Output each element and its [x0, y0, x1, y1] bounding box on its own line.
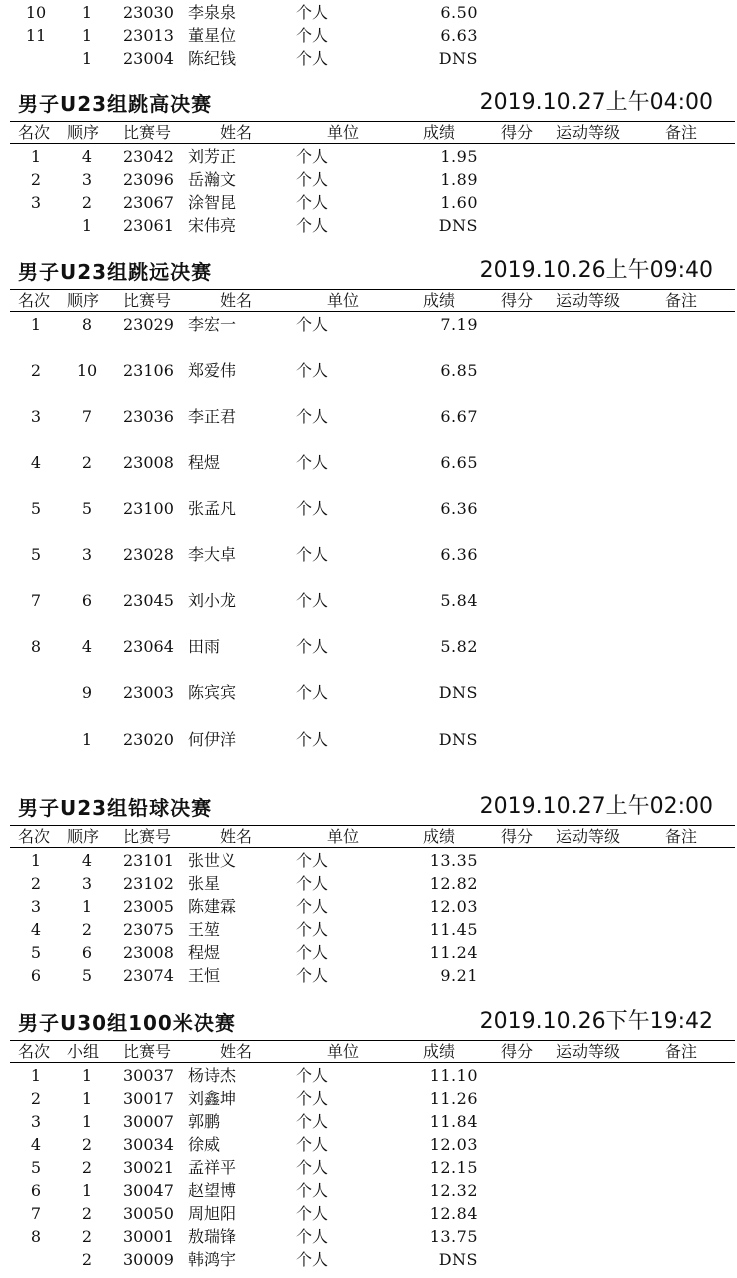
header-bib: 比赛号 — [123, 827, 172, 846]
rank-cell: 3 — [30, 897, 42, 916]
table-row — [0, 1225, 737, 1248]
header-note: 备注 — [665, 291, 698, 310]
rank-cell: 8 — [30, 1227, 42, 1246]
bib-cell: 23045 — [123, 591, 174, 610]
header-heat: 小组 — [67, 1042, 100, 1061]
result-cell: 11.10 — [429, 1066, 478, 1085]
header-score: 得分 — [501, 123, 534, 142]
order-cell: 1 — [81, 26, 93, 45]
rank-cell: 4 — [30, 920, 42, 939]
table-row — [0, 145, 737, 168]
table-row — [0, 168, 737, 191]
unit-cell: 个人 — [296, 170, 329, 189]
header-grade: 运动等级 — [556, 1042, 621, 1061]
header-bottom-rule — [10, 311, 735, 312]
event-title: 男子U30组100米决赛 — [18, 1011, 236, 1035]
order-cell: 3 — [81, 545, 93, 564]
rank-cell: 1 — [30, 315, 42, 334]
bib-cell: 23003 — [123, 683, 174, 702]
header-rank: 名次 — [18, 123, 51, 142]
bib-cell: 30037 — [123, 1066, 174, 1085]
heat-cell: 2 — [81, 1204, 93, 1223]
name-cell: 涂智昆 — [188, 193, 237, 212]
header-unit: 单位 — [327, 827, 360, 846]
result-cell: DNS — [438, 1250, 478, 1269]
unit-cell: 个人 — [296, 591, 329, 610]
result-cell: 11.24 — [429, 943, 478, 962]
result-cell: 1.95 — [440, 147, 478, 166]
bib-cell: 30007 — [123, 1112, 174, 1131]
result-cell: 6.63 — [440, 26, 478, 45]
unit-cell: 个人 — [296, 1135, 329, 1154]
table-row — [0, 1179, 737, 1202]
order-cell: 1 — [81, 897, 93, 916]
name-cell: 田雨 — [188, 637, 221, 656]
bib-cell: 23100 — [123, 499, 174, 518]
name-cell: 王恒 — [188, 966, 221, 985]
table-row — [0, 918, 737, 941]
unit-cell: 个人 — [296, 966, 329, 985]
result-cell: 12.32 — [429, 1181, 478, 1200]
bib-cell: 23020 — [123, 730, 174, 749]
rank-cell: 2 — [30, 361, 42, 380]
name-cell: 张世义 — [188, 851, 237, 870]
heat-cell: 1 — [81, 1089, 93, 1108]
name-cell: 程煜 — [188, 943, 221, 962]
heat-cell: 1 — [81, 1066, 93, 1085]
event-datetime: 2019.10.26上午09:40 — [479, 258, 713, 283]
order-cell: 4 — [81, 851, 93, 870]
unit-cell: 个人 — [296, 216, 329, 235]
bib-cell: 30034 — [123, 1135, 174, 1154]
table-row — [0, 589, 737, 612]
order-cell: 8 — [81, 315, 93, 334]
order-cell: 1 — [81, 216, 93, 235]
rank-cell: 5 — [30, 545, 42, 564]
name-cell: 何伊洋 — [188, 730, 237, 749]
name-cell: 李宏一 — [188, 315, 237, 334]
result-cell: 5.84 — [440, 591, 478, 610]
header-order: 顺序 — [67, 123, 100, 142]
name-cell: 陈纪钱 — [188, 49, 237, 68]
result-cell: 12.82 — [429, 874, 478, 893]
table-row — [0, 941, 737, 964]
header-name: 姓名 — [220, 1042, 253, 1061]
order-cell: 7 — [81, 407, 93, 426]
order-cell: 3 — [81, 170, 93, 189]
rank-cell: 6 — [30, 966, 42, 985]
table-row — [0, 1, 737, 24]
header-bib: 比赛号 — [123, 1042, 172, 1061]
rank-cell: 5 — [30, 1158, 42, 1177]
name-cell: 李大卓 — [188, 545, 237, 564]
unit-cell: 个人 — [296, 637, 329, 656]
bib-cell: 23075 — [123, 920, 174, 939]
result-cell: 6.36 — [440, 499, 478, 518]
header-note: 备注 — [665, 827, 698, 846]
order-cell: 9 — [81, 683, 93, 702]
heat-cell: 2 — [81, 1135, 93, 1154]
table-row — [0, 1110, 737, 1133]
table-row — [0, 1133, 737, 1156]
heat-cell: 1 — [81, 1181, 93, 1200]
event-datetime: 2019.10.27上午02:00 — [479, 794, 713, 819]
bib-cell: 23008 — [123, 453, 174, 472]
table-header — [0, 826, 737, 847]
name-cell: 刘鑫坤 — [188, 1089, 237, 1108]
order-cell: 4 — [81, 147, 93, 166]
order-cell: 4 — [81, 637, 93, 656]
table-row — [0, 728, 737, 751]
event-datetime: 2019.10.27上午04:00 — [479, 90, 713, 115]
header-score: 得分 — [501, 291, 534, 310]
unit-cell: 个人 — [296, 3, 329, 22]
unit-cell: 个人 — [296, 1066, 329, 1085]
header-order: 顺序 — [67, 827, 100, 846]
rank-cell: 3 — [30, 407, 42, 426]
event-title: 男子U23组铅球决赛 — [18, 796, 213, 820]
bib-cell: 23029 — [123, 315, 174, 334]
result-cell: 1.60 — [440, 193, 478, 212]
rank-cell: 4 — [30, 453, 42, 472]
bib-cell: 30009 — [123, 1250, 174, 1269]
bib-cell: 30050 — [123, 1204, 174, 1223]
table-row — [0, 497, 737, 520]
bib-cell: 23106 — [123, 361, 174, 380]
name-cell: 张孟凡 — [188, 499, 237, 518]
result-cell: 6.85 — [440, 361, 478, 380]
bib-cell: 30017 — [123, 1089, 174, 1108]
order-cell: 10 — [76, 361, 98, 380]
unit-cell: 个人 — [296, 499, 329, 518]
table-row — [0, 849, 737, 872]
order-cell: 5 — [81, 499, 93, 518]
result-cell: 12.03 — [429, 1135, 478, 1154]
rank-cell: 1 — [30, 851, 42, 870]
rank-cell: 7 — [30, 591, 42, 610]
result-cell: DNS — [438, 683, 478, 702]
table-row — [0, 214, 737, 237]
table-header — [0, 1041, 737, 1062]
unit-cell: 个人 — [296, 1227, 329, 1246]
bib-cell: 23005 — [123, 897, 174, 916]
bib-cell: 30047 — [123, 1181, 174, 1200]
unit-cell: 个人 — [296, 920, 329, 939]
bib-cell: 23096 — [123, 170, 174, 189]
result-cell: 13.75 — [429, 1227, 478, 1246]
header-result: 成绩 — [423, 123, 456, 142]
heat-cell: 2 — [81, 1158, 93, 1177]
result-cell: 11.45 — [429, 920, 478, 939]
result-cell: 13.35 — [429, 851, 478, 870]
name-cell: 孟祥平 — [188, 1158, 237, 1177]
event-title: 男子U23组跳高决赛 — [18, 92, 213, 116]
name-cell: 郭鹏 — [188, 1112, 221, 1131]
name-cell: 陈宾宾 — [188, 683, 237, 702]
heat-cell: 2 — [81, 1250, 93, 1269]
result-cell: 12.03 — [429, 897, 478, 916]
header-grade: 运动等级 — [556, 123, 621, 142]
header-order: 顺序 — [67, 291, 100, 310]
table-row — [0, 1202, 737, 1225]
unit-cell: 个人 — [296, 943, 329, 962]
unit-cell: 个人 — [296, 1181, 329, 1200]
result-cell: 6.36 — [440, 545, 478, 564]
header-bottom-rule — [10, 143, 735, 144]
name-cell: 杨诗杰 — [188, 1066, 237, 1085]
name-cell: 赵望博 — [188, 1181, 237, 1200]
header-name: 姓名 — [220, 123, 253, 142]
order-cell: 6 — [81, 943, 93, 962]
bib-cell: 23067 — [123, 193, 174, 212]
unit-cell: 个人 — [296, 897, 329, 916]
rank-cell: 2 — [30, 1089, 42, 1108]
header-bib: 比赛号 — [123, 291, 172, 310]
unit-cell: 个人 — [296, 49, 329, 68]
result-cell: 11.26 — [429, 1089, 478, 1108]
header-result: 成绩 — [423, 827, 456, 846]
bib-cell: 23036 — [123, 407, 174, 426]
bib-cell: 23074 — [123, 966, 174, 985]
header-note: 备注 — [665, 1042, 698, 1061]
order-cell: 1 — [81, 49, 93, 68]
order-cell: 5 — [81, 966, 93, 985]
result-cell: DNS — [438, 49, 478, 68]
name-cell: 郑爱伟 — [188, 361, 237, 380]
header-grade: 运动等级 — [556, 827, 621, 846]
rank-cell: 6 — [30, 1181, 42, 1200]
header-rank: 名次 — [18, 827, 51, 846]
event-datetime: 2019.10.26下午19:42 — [479, 1009, 713, 1034]
result-cell: 5.82 — [440, 637, 478, 656]
table-row — [0, 1087, 737, 1110]
unit-cell: 个人 — [296, 874, 329, 893]
bib-cell: 23028 — [123, 545, 174, 564]
result-cell: 9.21 — [440, 966, 478, 985]
header-note: 备注 — [665, 123, 698, 142]
result-cell: 6.65 — [440, 453, 478, 472]
rank-cell: 3 — [30, 193, 42, 212]
table-row — [0, 543, 737, 566]
table-row — [0, 451, 737, 474]
unit-cell: 个人 — [296, 1089, 329, 1108]
order-cell: 6 — [81, 591, 93, 610]
order-cell: 2 — [81, 453, 93, 472]
unit-cell: 个人 — [296, 26, 329, 45]
header-unit: 单位 — [327, 1042, 360, 1061]
order-cell: 2 — [81, 193, 93, 212]
table-header — [0, 122, 737, 143]
result-cell: 1.89 — [440, 170, 478, 189]
header-name: 姓名 — [220, 827, 253, 846]
name-cell: 周旭阳 — [188, 1204, 237, 1223]
header-score: 得分 — [501, 827, 534, 846]
unit-cell: 个人 — [296, 1158, 329, 1177]
rank-cell: 1 — [30, 1066, 42, 1085]
name-cell: 陈建霖 — [188, 897, 237, 916]
result-cell: 12.15 — [429, 1158, 478, 1177]
unit-cell: 个人 — [296, 683, 329, 702]
header-bib: 比赛号 — [123, 123, 172, 142]
bib-cell: 23061 — [123, 216, 174, 235]
unit-cell: 个人 — [296, 1250, 329, 1269]
name-cell: 李正君 — [188, 407, 237, 426]
bib-cell: 30001 — [123, 1227, 174, 1246]
bib-cell: 23008 — [123, 943, 174, 962]
unit-cell: 个人 — [296, 407, 329, 426]
rank-cell: 3 — [30, 1112, 42, 1131]
table-row — [0, 1156, 737, 1179]
rank-cell: 8 — [30, 637, 42, 656]
name-cell: 刘小龙 — [188, 591, 237, 610]
order-cell: 2 — [81, 920, 93, 939]
name-cell: 董星位 — [188, 26, 237, 45]
unit-cell: 个人 — [296, 851, 329, 870]
heat-cell: 2 — [81, 1227, 93, 1246]
name-cell: 宋伟亮 — [188, 216, 237, 235]
header-name: 姓名 — [220, 291, 253, 310]
bib-cell: 23013 — [123, 26, 174, 45]
table-row — [0, 1248, 737, 1271]
rank-cell: 11 — [25, 26, 47, 45]
order-cell: 1 — [81, 3, 93, 22]
header-rank: 名次 — [18, 1042, 51, 1061]
unit-cell: 个人 — [296, 315, 329, 334]
table-row — [0, 895, 737, 918]
result-cell: 7.19 — [440, 315, 478, 334]
heat-cell: 1 — [81, 1112, 93, 1131]
header-result: 成绩 — [423, 291, 456, 310]
name-cell: 张星 — [188, 874, 221, 893]
result-cell: 6.50 — [440, 3, 478, 22]
bib-cell: 23042 — [123, 147, 174, 166]
rank-cell: 4 — [30, 1135, 42, 1154]
bib-cell: 23064 — [123, 637, 174, 656]
result-cell: DNS — [438, 216, 478, 235]
table-row — [0, 964, 737, 987]
header-rank: 名次 — [18, 291, 51, 310]
rank-cell: 10 — [25, 3, 47, 22]
name-cell: 徐威 — [188, 1135, 221, 1154]
event-title: 男子U23组跳远决赛 — [18, 260, 213, 284]
bib-cell: 30021 — [123, 1158, 174, 1177]
result-cell: 6.67 — [440, 407, 478, 426]
table-row — [0, 1064, 737, 1087]
table-row — [0, 359, 737, 382]
rank-cell: 5 — [30, 499, 42, 518]
unit-cell: 个人 — [296, 193, 329, 212]
header-grade: 运动等级 — [556, 291, 621, 310]
bib-cell: 23102 — [123, 874, 174, 893]
name-cell: 王堃 — [188, 920, 221, 939]
bib-cell: 23101 — [123, 851, 174, 870]
table-row — [0, 24, 737, 47]
header-bottom-rule — [10, 847, 735, 848]
rank-cell: 1 — [30, 147, 42, 166]
rank-cell: 7 — [30, 1204, 42, 1223]
header-bottom-rule — [10, 1062, 735, 1063]
header-score: 得分 — [501, 1042, 534, 1061]
table-header — [0, 290, 737, 311]
table-row — [0, 872, 737, 895]
name-cell: 刘芳正 — [188, 147, 237, 166]
result-cell: DNS — [438, 730, 478, 749]
unit-cell: 个人 — [296, 361, 329, 380]
result-cell: 12.84 — [429, 1204, 478, 1223]
unit-cell: 个人 — [296, 730, 329, 749]
unit-cell: 个人 — [296, 1112, 329, 1131]
order-cell: 1 — [81, 730, 93, 749]
header-unit: 单位 — [327, 291, 360, 310]
rank-cell: 2 — [30, 170, 42, 189]
rank-cell: 5 — [30, 943, 42, 962]
bib-cell: 23030 — [123, 3, 174, 22]
name-cell: 岳瀚文 — [188, 170, 237, 189]
table-row — [0, 405, 737, 428]
name-cell: 李泉泉 — [188, 3, 237, 22]
unit-cell: 个人 — [296, 545, 329, 564]
header-result: 成绩 — [423, 1042, 456, 1061]
table-row — [0, 47, 737, 70]
name-cell: 敖瑞锋 — [188, 1227, 237, 1246]
unit-cell: 个人 — [296, 147, 329, 166]
result-cell: 11.84 — [429, 1112, 478, 1131]
table-row — [0, 191, 737, 214]
order-cell: 3 — [81, 874, 93, 893]
bib-cell: 23004 — [123, 49, 174, 68]
name-cell: 韩鸿宇 — [188, 1250, 237, 1269]
table-row — [0, 635, 737, 658]
header-unit: 单位 — [327, 123, 360, 142]
unit-cell: 个人 — [296, 1204, 329, 1223]
table-row — [0, 681, 737, 704]
rank-cell: 2 — [30, 874, 42, 893]
unit-cell: 个人 — [296, 453, 329, 472]
name-cell: 程煜 — [188, 453, 221, 472]
table-row — [0, 313, 737, 336]
